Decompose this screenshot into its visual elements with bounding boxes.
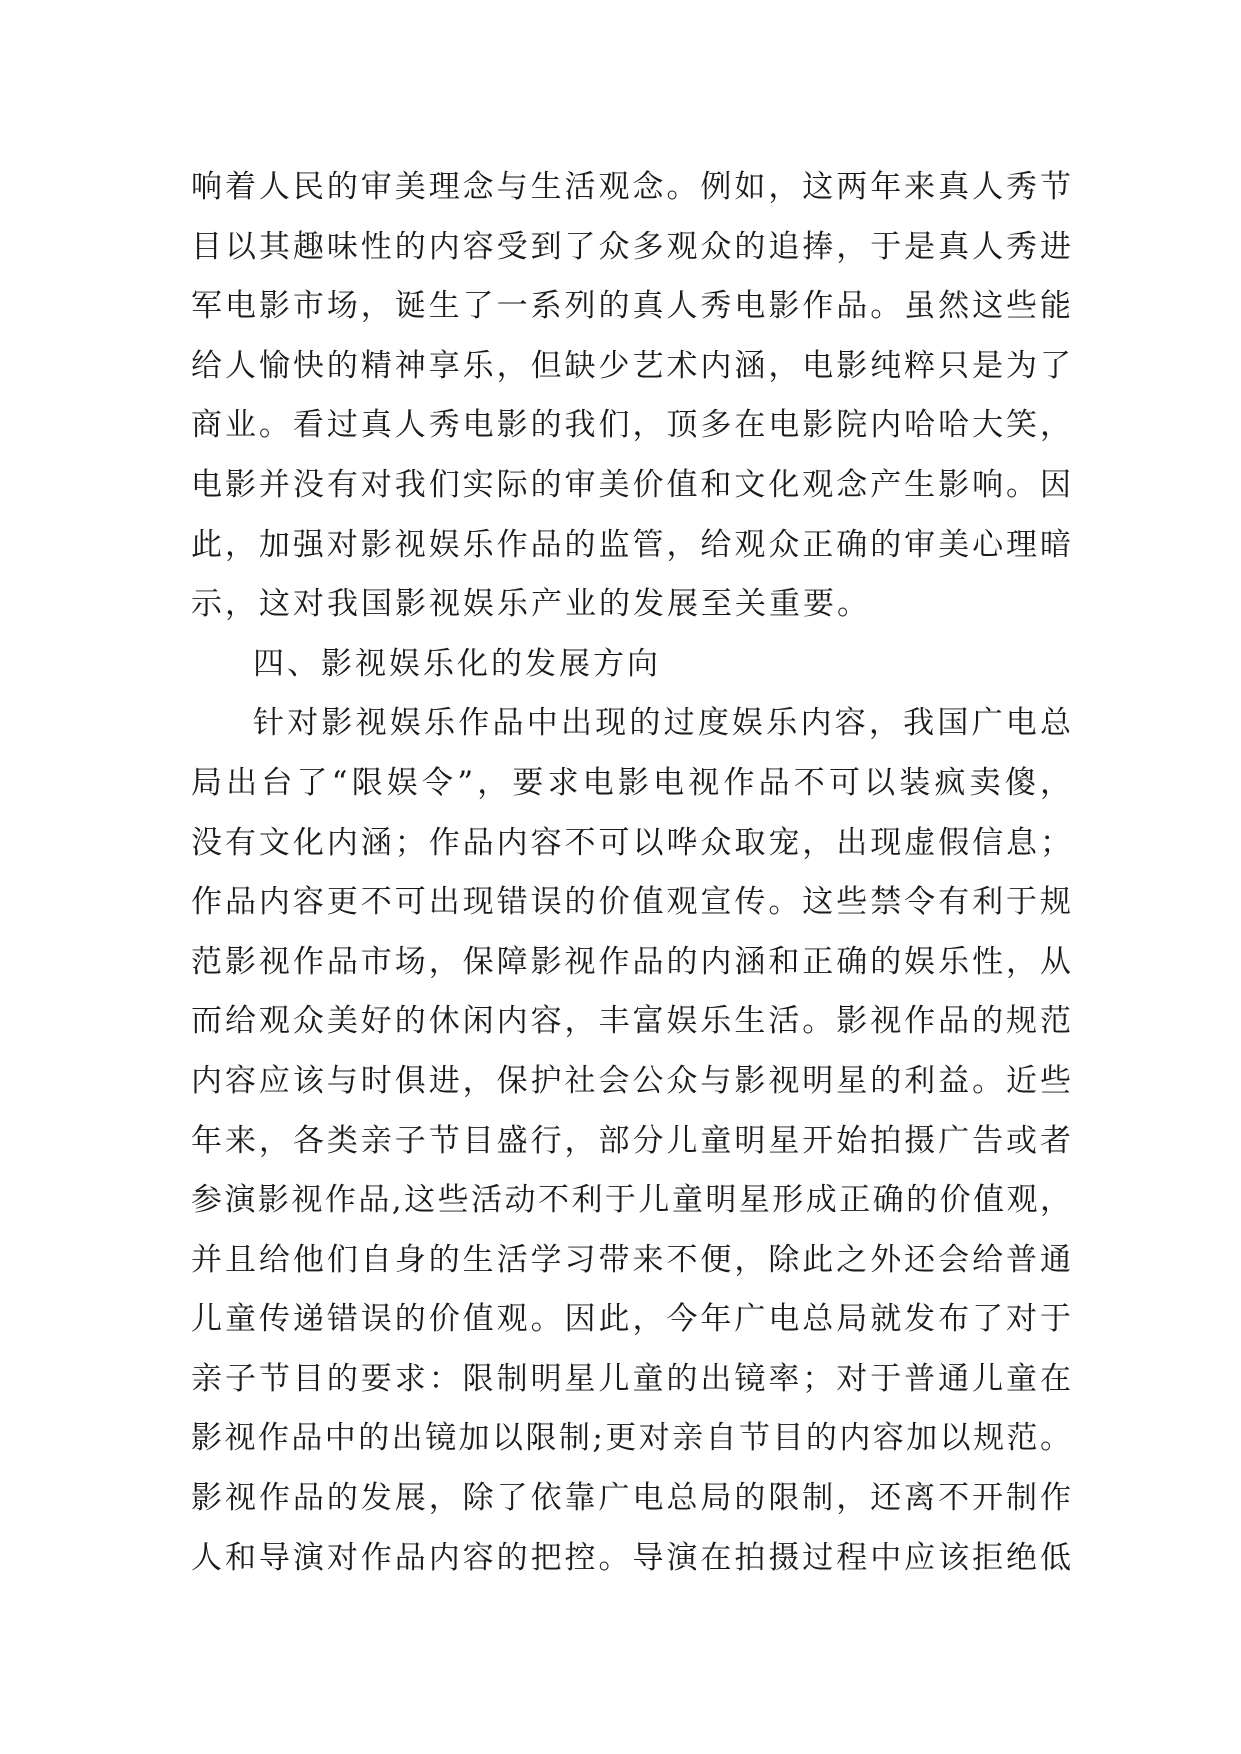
text-line: 军电影市场，诞生了一系列的真人秀电影作品。虽然这些能 <box>191 288 1071 325</box>
text-line: 作品内容更不可出现错误的价值观宣传。这些禁令有利于规 <box>191 884 1071 921</box>
text-line: 此，加强对影视娱乐作品的监管，给观众正确的审美心理暗 <box>191 526 1071 563</box>
text-line: 参演影视作品,这些活动不利于儿童明星形成正确的价值观， <box>191 1182 1071 1219</box>
text-line: 针对影视娱乐作品中出现的过度娱乐内容，我国广电总 <box>253 705 1071 742</box>
text-line: 示，这对我国影视娱乐产业的发展至关重要。 <box>191 586 871 623</box>
text-line: 影视作品中的出镜加以限制;更对亲自节目的内容加以规范。 <box>191 1420 1071 1457</box>
section-heading: 四、影视娱乐化的发展方向 <box>253 645 661 682</box>
text-line: 影视作品的发展，除了依靠广电总局的限制，还离不开制作 <box>191 1480 1071 1517</box>
text-line: 年来，各类亲子节目盛行，部分儿童明星开始拍摄广告或者 <box>191 1122 1071 1159</box>
text-line: 内容应该与时俱进，保护社会公众与影视明星的利益。近些 <box>191 1062 1071 1099</box>
text-line: 局出台了“限娱令”，要求电影电视作品不可以装疯卖傻， <box>191 764 1071 801</box>
text-line: 给人愉快的精神享乐，但缺少艺术内涵，电影纯粹只是为了 <box>191 347 1071 384</box>
text-line: 响着人民的审美理念与生活观念。例如，这两年来真人秀节 <box>191 169 1071 205</box>
body-text <box>191 158 1071 1588</box>
text-line: 没有文化内涵；作品内容不可以哗众取宠，出现虚假信息； <box>191 824 1071 861</box>
text-line: 范影视作品市场，保障影视作品的内涵和正确的娱乐性，从 <box>191 943 1071 980</box>
text-line: 亲子节目的要求：限制明星儿童的出镜率；对于普通儿童在 <box>191 1360 1071 1397</box>
text-line: 而给观众美好的休闲内容，丰富娱乐生活。影视作品的规范 <box>191 1003 1071 1040</box>
text-line: 目以其趣味性的内容受到了众多观众的追捧，于是真人秀进 <box>191 228 1071 265</box>
text-line: 人和导演对作品内容的把控。导演在拍摄过程中应该拒绝低 <box>191 1539 1071 1576</box>
text-line: 电影并没有对我们实际的审美价值和文化观念产生影响。因 <box>191 466 1071 503</box>
text-line: 儿童传递错误的价值观。因此，今年广电总局就发布了对于 <box>191 1301 1071 1338</box>
text-line: 商业。看过真人秀电影的我们，顶多在电影院内哈哈大笑， <box>191 407 1071 444</box>
text-line: 并且给他们自身的生活学习带来不便，除此之外还会给普通 <box>191 1241 1071 1278</box>
